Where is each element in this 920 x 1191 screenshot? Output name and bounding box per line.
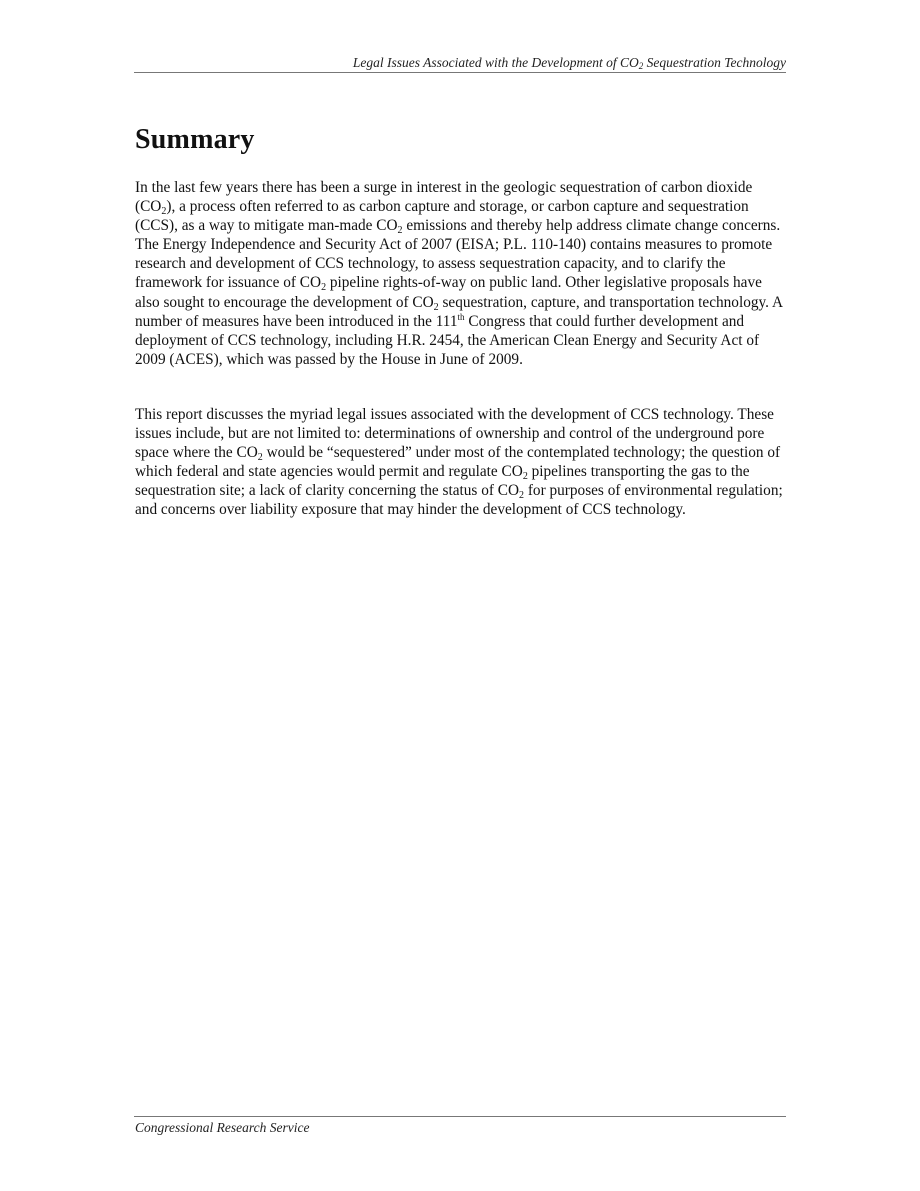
text-run: would be “sequestered” under most of the contemplated technology; the question of which federal and state agencies would permit and regulate CO xyxy=(135,444,781,481)
text-run: emissions and thereby help address climate change concerns. The Energy Independence and Security Act of 2007 (EISA; P.L. 110-140) contains measures to promote research and development of CCS technology, to assess sequestration capacity, and to clarify the framework for issuance of CO xyxy=(135,217,781,292)
text-run: This report discusses the myriad legal issues associated with the development of CCS technology. These issues include, but are not limited to: determinations of ownership and control of the underground pore space where the CO xyxy=(135,406,774,462)
text-run: sequestration, capture, and transportation technology. A number of measures have been introduced in the 111 xyxy=(135,293,783,330)
text-run: pipelines transporting the gas to the sequestration site; a lack of clarity concerning the status of CO xyxy=(135,463,750,500)
header-title-part: Legal Issues Associated with the Development of CO xyxy=(352,55,639,70)
subscript: 2 xyxy=(522,471,528,483)
subscript: 2 xyxy=(161,206,167,218)
subscript: 2 xyxy=(257,452,263,464)
footer-divider xyxy=(134,1116,786,1117)
header-title-subscript: 2 xyxy=(638,61,644,71)
text-run: ), a process often referred to as carbon capture and storage, or carbon capture and sequestration (CCS), as a way to mitigate man-made CO xyxy=(135,198,749,235)
footer-publisher: Congressional Research Service xyxy=(135,1120,310,1135)
text-run: pipeline rights-of-way on public land. Other legislative proposals have also sought to encourage the development of CO xyxy=(135,274,762,311)
summary-paragraph-1 xyxy=(135,178,789,369)
superscript: th xyxy=(457,311,465,322)
running-header-title xyxy=(353,55,786,71)
subscript: 2 xyxy=(397,225,403,237)
text-run: Congress that could further development and deployment of CCS technology, including H.R. 2454, the American Clean Energy and Security Act of 2009 (ACES), which was passed by the House in June of 2009. xyxy=(135,312,760,368)
summary-paragraph-2 xyxy=(135,405,789,520)
subscript: 2 xyxy=(519,490,525,502)
running-header xyxy=(134,54,786,73)
section-title: Summary xyxy=(135,124,255,155)
subscript: 2 xyxy=(433,301,439,313)
text-run: for purposes of environmental regulation; and concerns over liability exposure that may hinder the development of CCS technology. xyxy=(135,482,783,519)
text-run: In the last few years there has been a surge in interest in the geologic sequestration of carbon dioxide (CO xyxy=(135,179,753,216)
subscript: 2 xyxy=(321,282,327,294)
header-title-part: Sequestration Technology xyxy=(643,55,786,70)
